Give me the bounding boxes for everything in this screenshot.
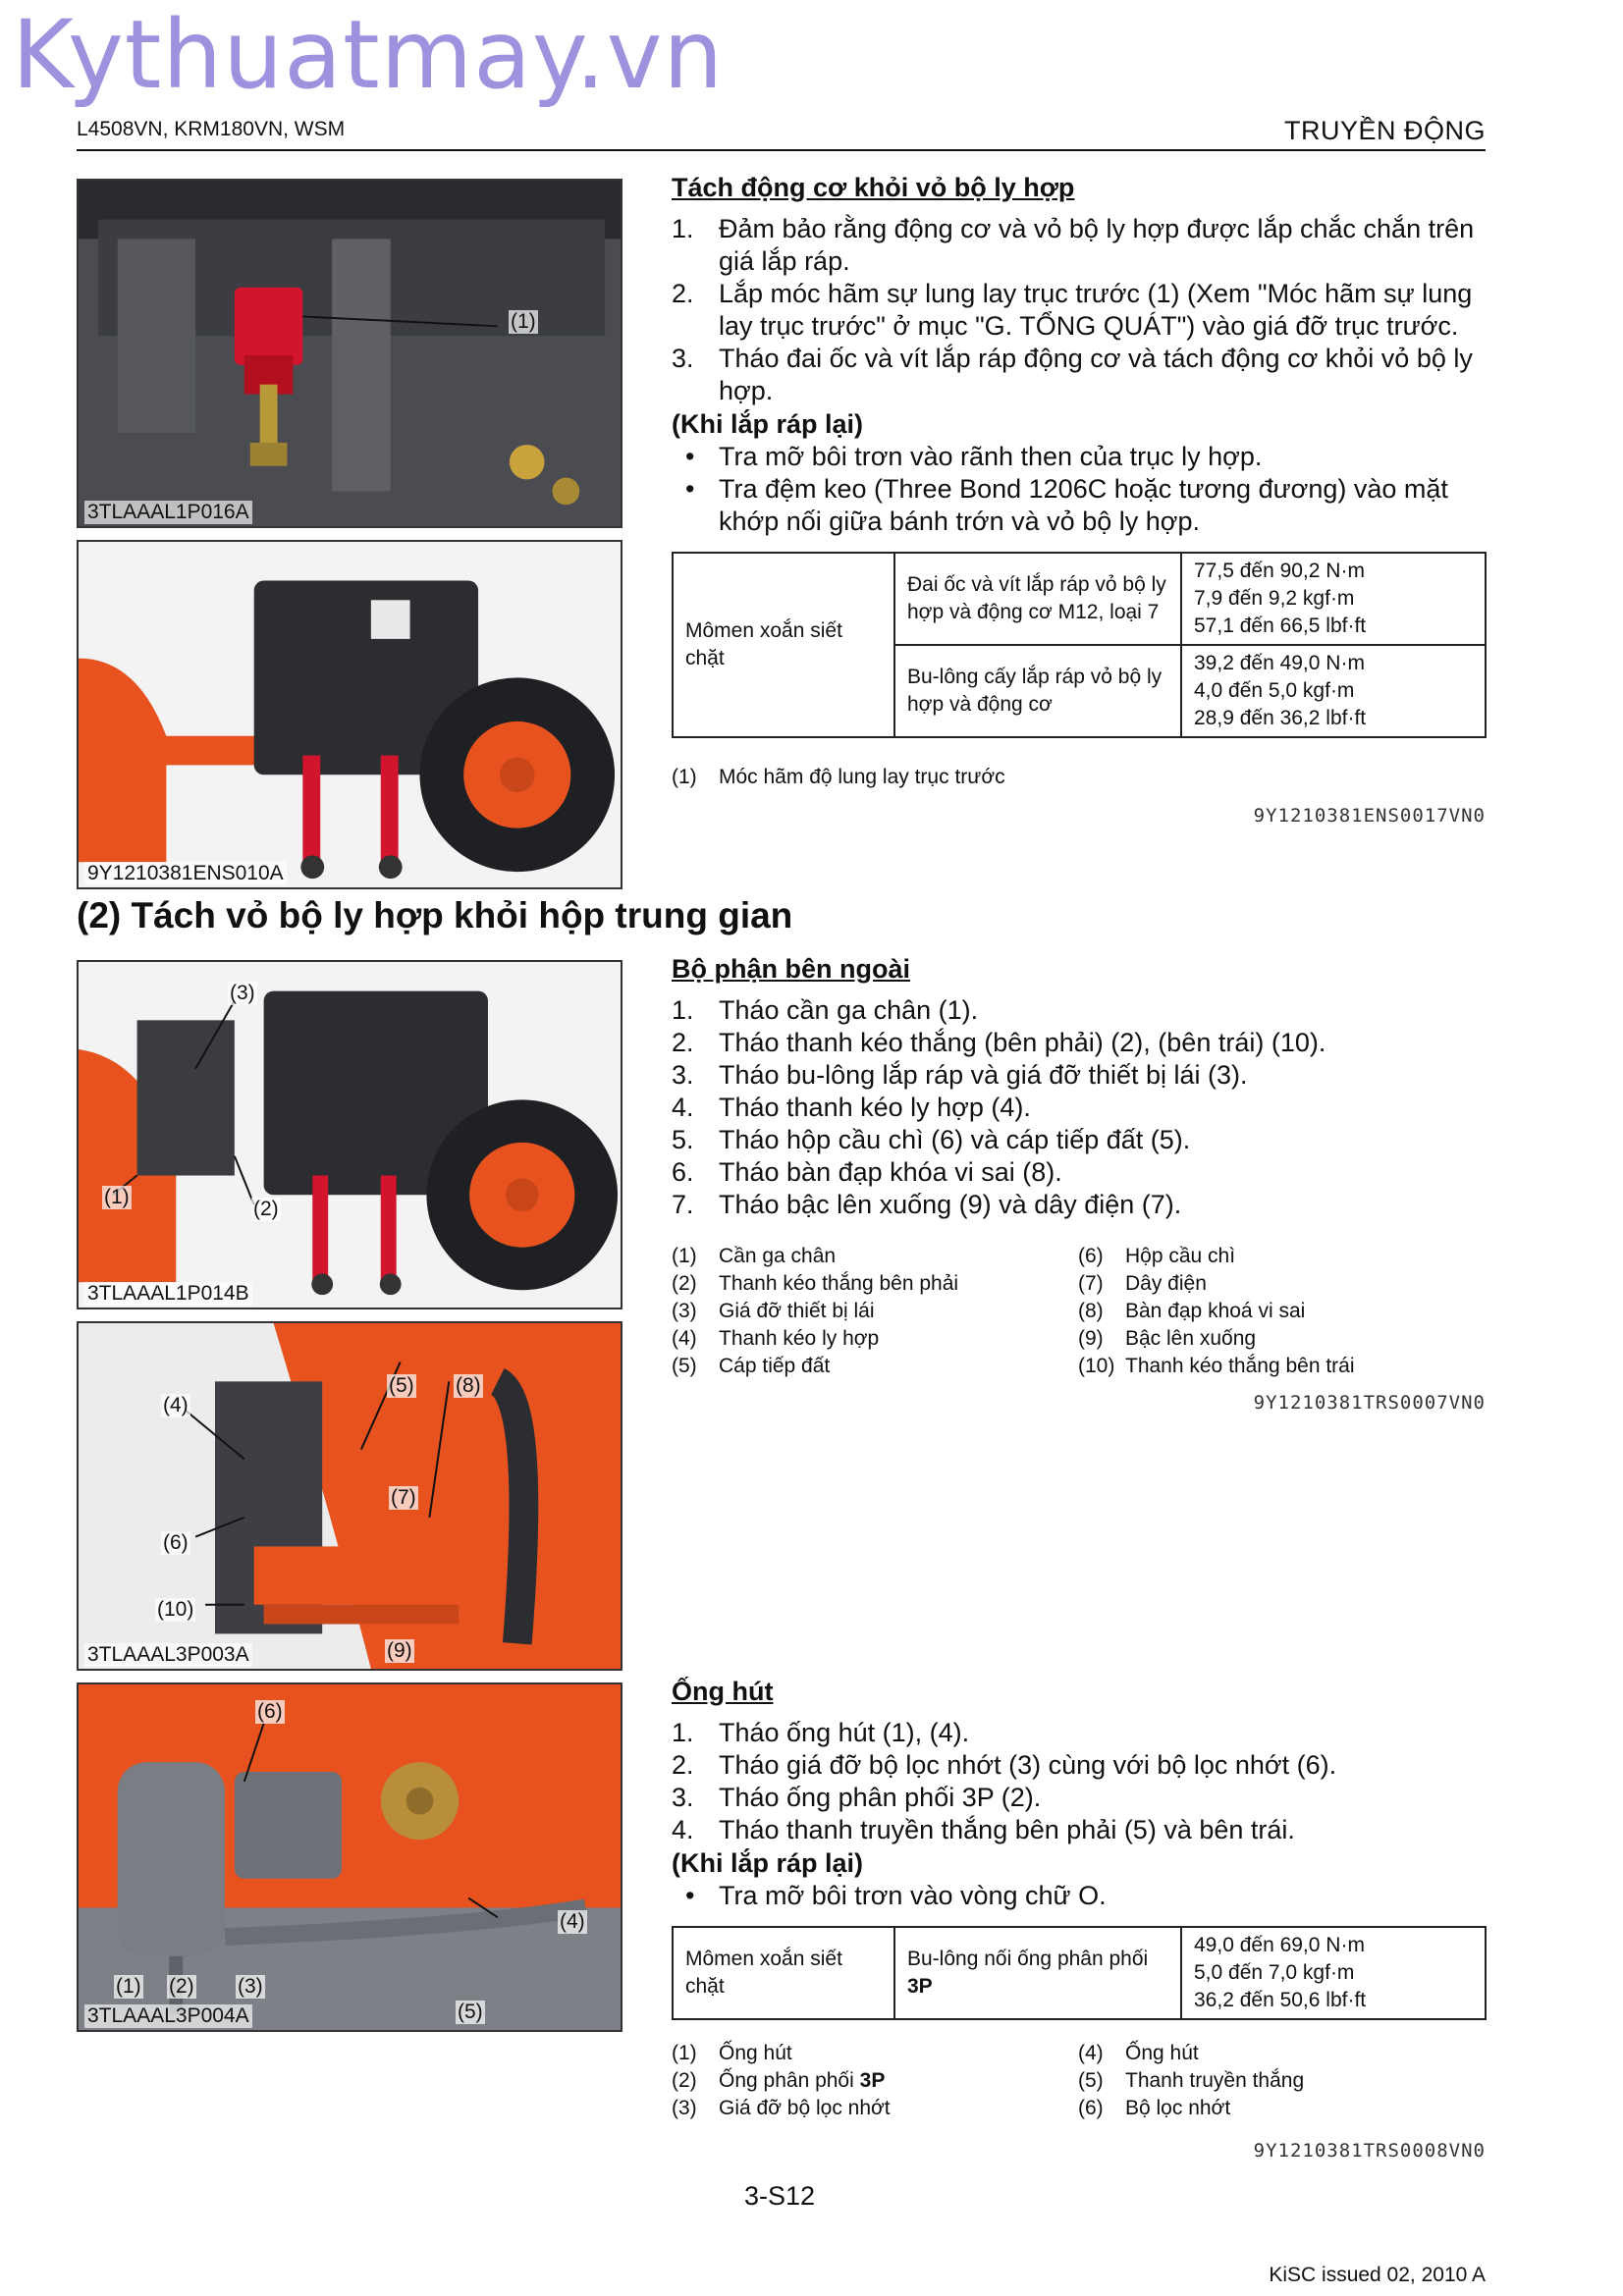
callout-1: (1) [104,1186,130,1208]
legend-s3-left [672,2040,891,2122]
step-number: 2. [672,279,694,308]
subsection-title: Tách động cơ khỏi vỏ bộ ly hợp [672,173,1075,202]
step-number: 3. [672,1783,694,1812]
callout-10: (10) [157,1598,194,1621]
legend-s1 [672,764,1005,791]
legend-key: (5) [672,1355,697,1377]
legend-value: Giá đỡ bộ lọc nhớt [719,2097,891,2119]
figure-engine-on-stand [77,540,622,889]
torque-value: 77,5 đến 90,2 N·m [1194,560,1365,582]
subsection-title: Ống hút [672,1677,774,1706]
legend-row [1078,2040,1304,2067]
section-suction-pipe [672,1677,1487,2020]
step-number: 4. [672,1093,694,1122]
step-number: 4. [672,1815,694,1844]
legend-key: (9) [1078,1327,1104,1350]
legend-key: (8) [1078,1300,1104,1322]
step-text: Tháo bu-lông lắp ráp và giá đỡ thiết bị lái (3). [719,1060,1248,1090]
torque-item [894,1927,1181,2019]
step-number: 1. [672,214,694,243]
legend-row [672,1325,958,1353]
legend-value: Ống hút [719,2042,792,2064]
step-number: 5. [672,1125,694,1154]
torque-item: Đai ốc và vít lắp ráp vỏ bộ ly hợp và động cơ M12, loại 7 [894,553,1181,645]
legend-value: Hộp cầu chì [1125,1245,1236,1267]
callout-8: (8) [456,1374,481,1397]
figure-code: 3TLAAAL3P003A [84,1643,252,1667]
figure-steering-area [77,1321,622,1671]
figure-tractor-side-illustration [79,962,621,1308]
legend-key: (2) [672,1272,697,1295]
callout-5: (5) [458,2001,483,2023]
legend-row [1078,2067,1304,2095]
legend-s2-left [672,1243,958,1380]
step-item [672,1124,1487,1156]
torque-value: 39,2 đến 49,0 N·m [1194,652,1365,674]
torque-value: 57,1 đến 66,5 lbf·ft [1194,614,1367,637]
section-heading: (2) Tách vỏ bộ ly hợp khỏi hộp trung gian [77,895,793,935]
legend-value: Ống phân phối [719,2069,854,2092]
step-text: Tháo đai ốc và vít lắp ráp động cơ và tách động cơ khỏi vỏ bộ ly hợp. [719,344,1473,405]
step-text: Tháo bàn đạp khóa vi sai (8). [719,1157,1062,1187]
step-item [672,1749,1487,1782]
legend-row [1078,2095,1304,2122]
figure-suction-pipe-illustration [79,1684,621,2030]
step-list [672,213,1487,407]
step-text: Tháo bậc lên xuống (9) và dây điện (7). [719,1190,1182,1219]
callout-6: (6) [257,1700,283,1723]
legend-key: (1) [672,2042,697,2064]
torque-label: Mômen xoắn siết chặt [673,1927,894,2019]
legend-row [672,1270,958,1298]
step-text: Tháo hộp cầu chì (6) và cáp tiếp đất (5). [719,1125,1191,1154]
legend-row [672,1353,958,1380]
legend-value-bold: 3P [859,2069,886,2092]
callout-9: (9) [387,1639,412,1662]
legend-key: (4) [672,1327,697,1350]
site-watermark: Kythuatmay.vn [12,0,725,110]
manual-model-code: L4508VN, KRM180VN, WSM [77,118,346,140]
legend-row [672,2040,891,2067]
step-number: 3. [672,344,694,373]
torque-table [672,552,1487,738]
callout-2: (2) [169,1975,194,1998]
legend-value: Thanh truyền thắng [1125,2069,1305,2092]
section-separate-engine [672,173,1487,738]
step-number: 2. [672,1750,694,1780]
legend-value: Bàn đạp khoá vi sai [1125,1300,1306,1322]
legend-value: Bộ lọc nhớt [1125,2097,1231,2119]
step-list [672,1717,1487,1846]
step-number: 7. [672,1190,694,1219]
legend-s2-right [1078,1243,1355,1380]
legend-row [672,2067,891,2095]
legend-row [1078,1325,1355,1353]
step-text: Tháo cần ga chân (1). [719,995,979,1025]
figure-code: 3TLAAAL3P004A [84,2004,252,2028]
torque-item-text: Bu-lông nối ống phân phối [907,1948,1149,1970]
legend-row [1078,1298,1355,1325]
legend-value: Thanh kéo ly hợp [719,1327,880,1350]
legend-s3-right [1078,2040,1304,2122]
callout-3: (3) [238,1975,263,1998]
legend-row [672,1243,958,1270]
step-list [672,994,1487,1221]
step-number: 1. [672,1718,694,1747]
issue-info: KiSC issued 02, 2010 A [1269,2264,1486,2286]
callout-6: (6) [163,1531,189,1554]
step-item [672,1814,1487,1846]
figure-suction-pipe [77,1682,622,2032]
reassembly-note: • Tra đệm keo (Three Bond 1206C hoặc tương đương) vào mặt khớp nối giữa bánh trớn và vỏ bộ ly hợp. [672,473,1487,538]
legend-value: Giá đỡ thiết bị lái [719,1300,875,1322]
legend-value: Móc hãm độ lung lay trục trước [719,766,1005,788]
callout-1: (1) [511,310,536,333]
callout-4: (4) [163,1394,189,1416]
step-text: Tháo ống phân phối 3P (2). [719,1783,1042,1812]
torque-values [1181,553,1486,645]
callout-4: (4) [560,1910,585,1933]
step-text: Đảm bảo rằng động cơ và vỏ bộ ly hợp được lắp chắc chắn trên giá lắp ráp. [719,214,1475,276]
step-item [672,213,1487,278]
reassembly-heading: (Khi lắp ráp lại) [672,409,864,439]
legend-key: (5) [1078,2069,1104,2092]
legend-key: (7) [1078,1272,1104,1295]
step-number: 3. [672,1060,694,1090]
callout-1: (1) [116,1975,141,1998]
callout-2: (2) [253,1198,279,1220]
step-item [672,1782,1487,1814]
reassembly-note: • Tra mỡ bôi trơn vào rãnh then của trục ly hợp. [672,441,1487,473]
figure-code: 3TLAAAL1P016A [84,501,252,524]
legend-key: (6) [1078,1245,1104,1267]
legend-key: (1) [672,766,697,788]
reassembly-notes [672,1880,1487,1912]
legend-value: Ống hút [1125,2042,1199,2064]
step-text: Tháo thanh truyền thắng bên phải (5) và bên trái. [719,1815,1295,1844]
step-item [672,343,1487,407]
legend-key: (6) [1078,2097,1104,2119]
legend-value: Bậc lên xuống [1125,1327,1257,1350]
subsection-title: Bộ phận bên ngoài [672,954,910,984]
page-number: 3-S12 [744,2181,816,2211]
step-item [672,1027,1487,1059]
chapter-title: TRUYỀN ĐỘNG [1283,116,1486,145]
step-text: Tháo thanh kéo thắng (bên phải) (2), (bên trái) (10). [719,1028,1326,1057]
torque-item-bold: 3P [907,1975,933,1998]
step-number: 2. [672,1028,694,1057]
legend-key: (3) [672,1300,697,1322]
torque-label: Mômen xoắn siết chặt [673,553,894,737]
legend-value: Dây điện [1125,1272,1207,1295]
document-code: 9Y1210381ENS0017VN0 [1253,805,1486,827]
section-external-parts [672,954,1487,1221]
legend-row [672,764,1005,791]
figure-code: 9Y1210381ENS010A [84,862,287,885]
figure-engine-stopper [77,179,622,528]
header-rule [77,149,1486,151]
step-item [672,1717,1487,1749]
callout-7: (7) [391,1486,416,1509]
step-item [672,994,1487,1027]
legend-key: (2) [672,2069,697,2092]
legend-row [672,2095,891,2122]
figure-engine-stopper-illustration [79,181,621,526]
torque-values [1181,645,1486,737]
step-text: Tháo ống hút (1), (4). [719,1718,970,1747]
torque-item: Bu-lông cấy lắp ráp vỏ bộ ly hợp và động cơ [894,645,1181,737]
legend-row [1078,1243,1355,1270]
torque-values [1181,1927,1486,2019]
legend-row [672,1298,958,1325]
legend-value: Cáp tiếp đất [719,1355,831,1377]
callout-5: (5) [389,1374,414,1397]
reassembly-note: • Tra mỡ bôi trơn vào vòng chữ O. [672,1880,1487,1912]
legend-key: (10) [1078,1355,1115,1377]
legend-row [1078,1353,1355,1380]
step-item [672,1189,1487,1221]
step-text: Tháo giá đỡ bộ lọc nhớt (3) cùng với bộ lọc nhớt (6). [719,1750,1337,1780]
step-number: 1. [672,995,694,1025]
legend-key: (1) [672,1245,697,1267]
torque-value: 36,2 đến 50,6 lbf·ft [1194,1989,1367,2011]
legend-key: (3) [672,2097,697,2119]
torque-value: 7,9 đến 9,2 kgf·m [1194,587,1355,610]
step-text: Tháo thanh kéo ly hợp (4). [719,1093,1031,1122]
step-item [672,278,1487,343]
reassembly-notes [672,441,1487,538]
torque-value: 49,0 đến 69,0 N·m [1194,1934,1365,1956]
step-item [672,1092,1487,1124]
legend-key: (4) [1078,2042,1104,2064]
reassembly-heading: (Khi lắp ráp lại) [672,1848,864,1878]
torque-value: 5,0 đến 7,0 kgf·m [1194,1961,1355,1984]
step-number: 6. [672,1157,694,1187]
torque-value: 28,9 đến 36,2 lbf·ft [1194,707,1367,729]
figure-code: 3TLAAAL1P014B [84,1282,252,1306]
legend-value: Cần ga chân [719,1245,837,1267]
document-code: 9Y1210381TRS0008VN0 [1253,2140,1486,2162]
callout-3: (3) [230,982,255,1004]
step-text: Lắp móc hãm sự lung lay trục trước (1) (Xem "Móc hãm sự lung lay trục trước" ở mục "G. TỔNG QUÁT") vào giá đỡ trục trước. [719,279,1473,341]
step-item [672,1059,1487,1092]
legend-value: Thanh kéo thắng bên phải [719,1272,959,1295]
legend-value: Thanh kéo thắng bên trái [1125,1355,1355,1377]
legend-row [1078,1270,1355,1298]
torque-table [672,1926,1487,2020]
figure-tractor-side [77,960,622,1309]
torque-value: 4,0 đến 5,0 kgf·m [1194,679,1355,702]
step-item [672,1156,1487,1189]
figure-engine-on-stand-illustration [79,542,621,887]
document-code: 9Y1210381TRS0007VN0 [1253,1392,1486,1414]
